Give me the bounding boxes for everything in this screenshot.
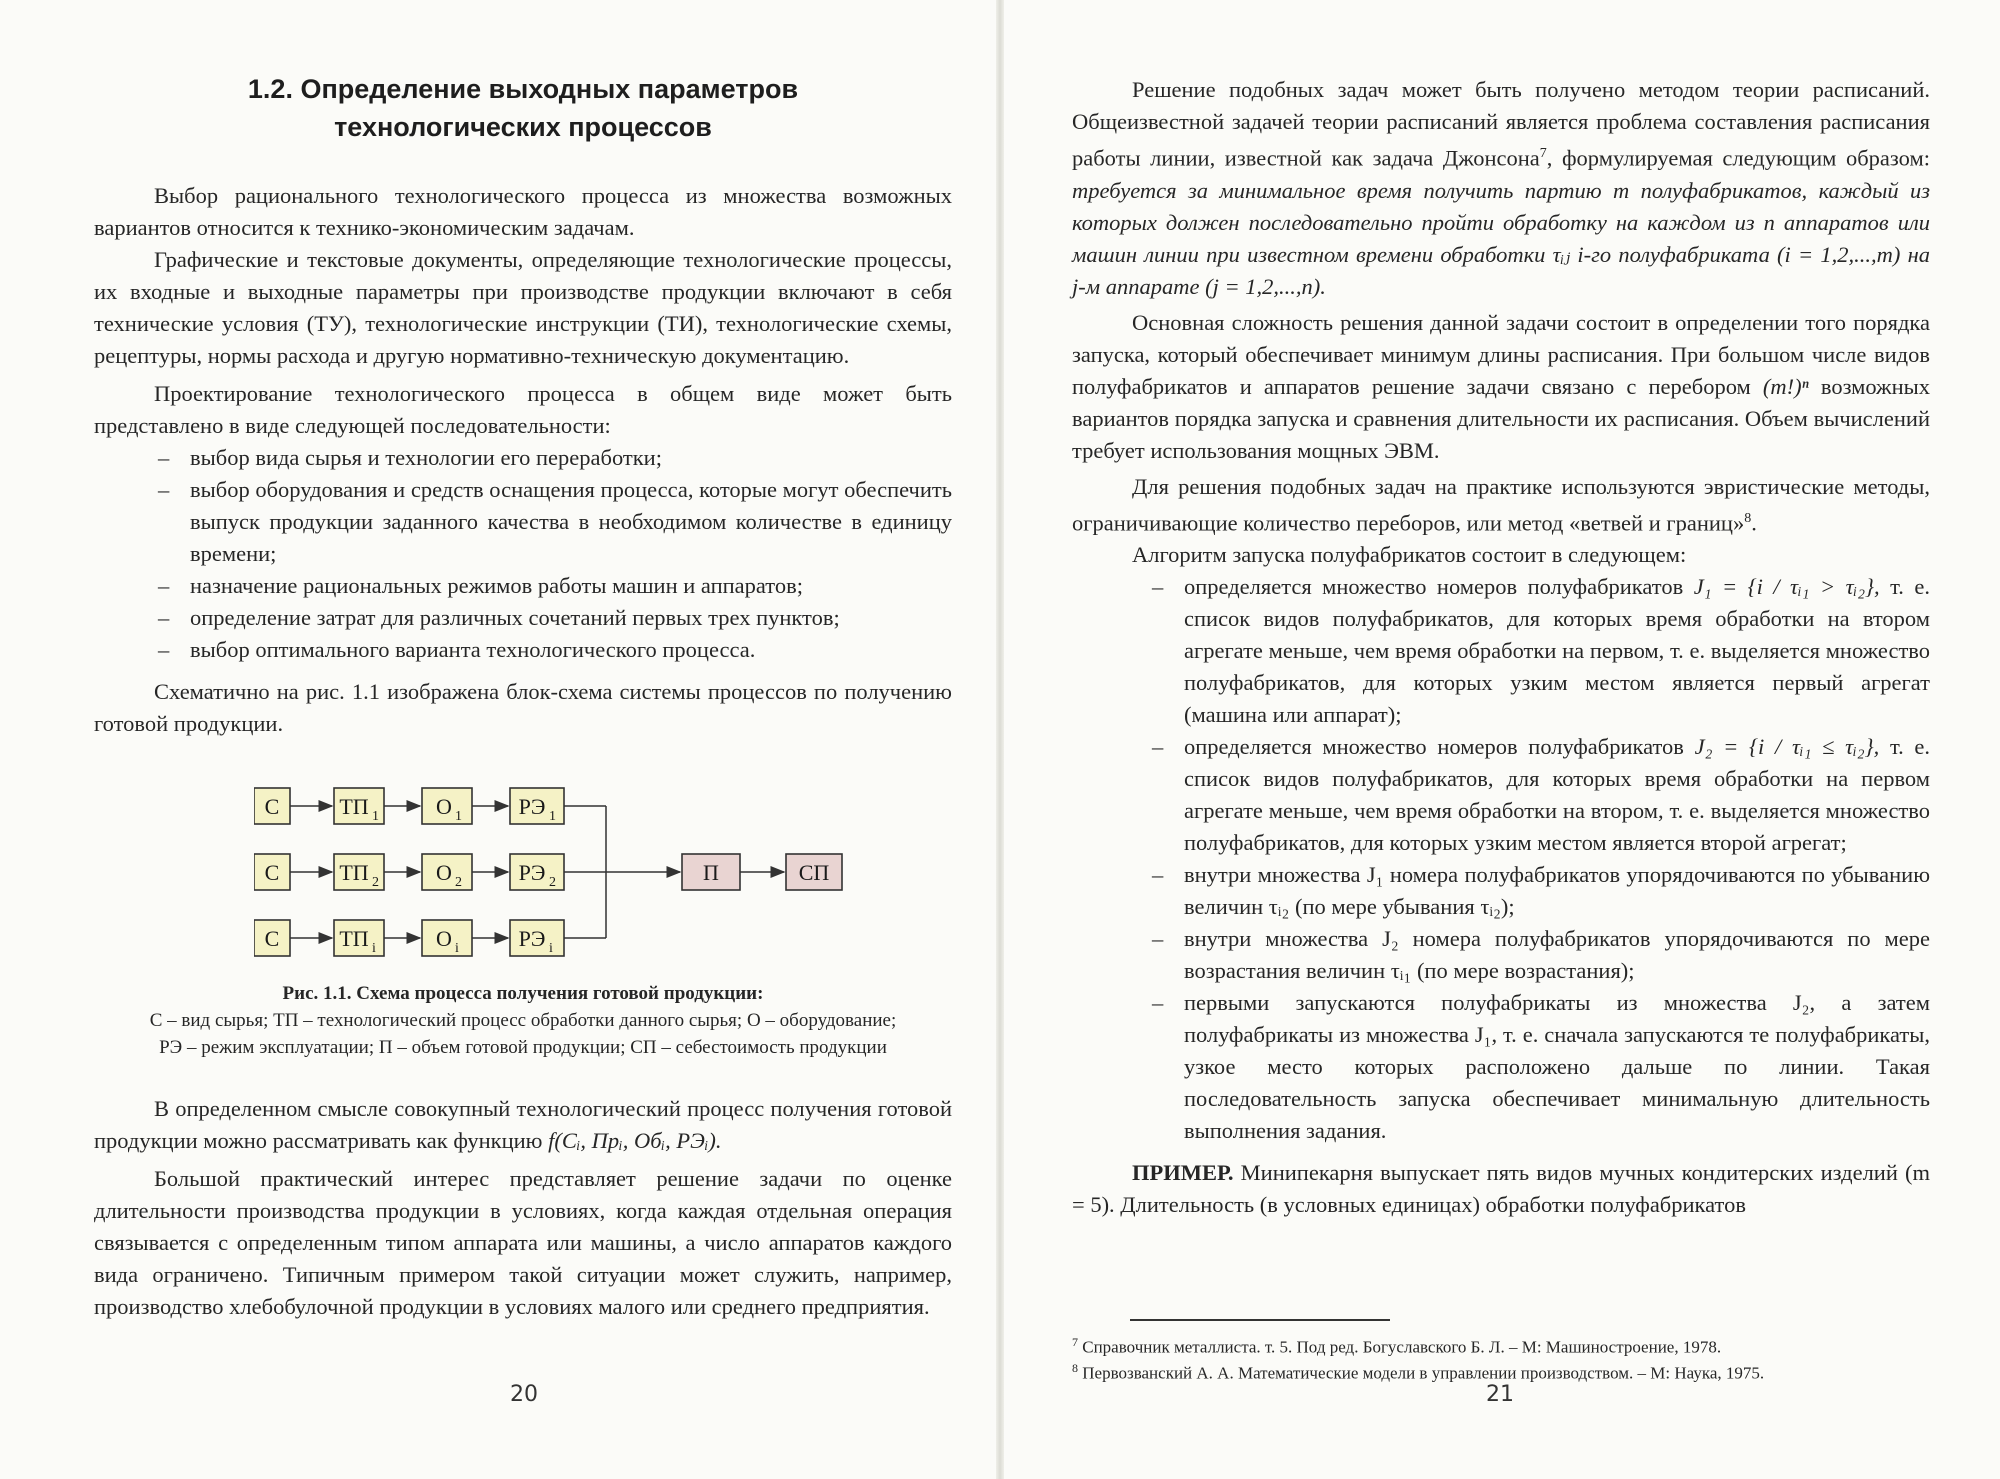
list-item: – назначение рациональных режимов работы машин и аппаратов; [94,570,952,602]
heuristics-text: Для решения подобных задач на практике используются эвристические методы, ограничивающие количество переборов, или метод «ветвей и границ» [1072,473,1930,535]
section-title [94,70,952,146]
re-label: РЭ [518,794,546,819]
o-label: О [436,860,452,885]
list-item: – определяется множество номеров полуфабрикатов J₂ = {i / τᵢ₁ ≤ τᵢ₂}, т. е. список видов полуфабрикатов, для которых время обработки на первом агрегате меньше, чем время обработки на втором, т. е. выделяется множество полуфабрикатов, для которых узким местом является второй агрегат; [1072,731,1930,859]
permutation-formula: (m!)ⁿ [1762,373,1809,399]
raw-label: С [264,860,280,885]
figure-caption [94,980,952,1061]
footnote-separator [1130,1319,1390,1321]
o-label: О [436,794,452,819]
paragraph-heuristics [1072,471,1930,540]
page-number-right: 21 [1486,1382,1514,1407]
sp-label: СП [798,860,830,885]
example-label: ПРИМЕР. [1132,1160,1234,1185]
o-subscript: 2 [455,875,462,890]
paragraph-complexity [1072,307,1930,467]
raw-label: С [264,926,280,951]
paragraph-5-text: В определенном смысле совокупный технологический процесс получения готовой продукции можно рассматривать как функцию [94,1096,952,1153]
johnson-text-2: , формулируемая следующим образом: [1546,145,1930,171]
tp-label: ТП [339,860,369,885]
re-label: РЭ [518,860,546,885]
list-item: – определение затрат для различных сочетаний первых трех пунктов; [94,602,952,634]
set-j2-formula: J₂ = {i / τᵢ₁ ≤ τᵢ₂}, [1694,734,1880,759]
paragraph-example [1072,1157,1930,1221]
footnote-7: $^7$ Справочник металлиста. т. 5. Под ред. Богуславского Б. Л. – М: Машиностроение, 1978. [1072,1335,1722,1357]
list-item: – определяется множество номеров полуфабрикатов J₁ = {i / τᵢ₁ > τᵢ₂}, т. е. список видов полуфабрикатов, для которых время обработки на втором агрегате меньше, чем время обработки на первом, т. е. выделяется множество полуфабрикатов, для которых узким местом является первый агрегат (машина или аппарат); [1072,571,1930,731]
tp-subscript: 2 [372,875,379,890]
paragraph-3: Проектирование технологического процесса в общем виде может быть представлено в виде следующей последовательности: [94,381,952,438]
paragraph-4: Схематично на рис. 1.1 изображена блок-схема системы процессов по получению готовой продукции. [94,679,952,736]
paragraph-2: Графические и текстовые документы, определяющие технологические процессы, их входные и выходные параметры при производстве продукции включают в себя технические условия (ТУ), технологические инструкции (ТИ), технологические схемы, рецептуры, нормы расхода и другую нормативно-техническую документацию. [94,247,952,368]
left-text-block-2 [94,1093,952,1323]
algorithm-steps-list [1072,571,1930,1147]
diagram-row-1 [254,788,606,824]
diagram-row-i [254,920,606,956]
paragraph-6: Большой практический интерес представляет решение задачи по оценке длительности производства продукции в условиях, когда каждая отдельная операция связывается с определенным типом аппарата или машины, а число аппаратов каждого вида ограничено. Типичным примером такой ситуации может служить, например, производство хлебобулочной продукции в условиях малого или среднего предприятия. [94,1166,952,1319]
function-formula: f(Cᵢ, Прᵢ, Обᵢ, РЭᵢ). [548,1128,722,1153]
tp-label: ТП [339,794,369,819]
page-number-left: 20 [510,1382,538,1407]
right-text-block-1 [1072,74,1930,1221]
list-item: – выбор вида сырья и технологии его переработки; [94,442,952,474]
re-subscript: 1 [549,809,556,824]
list-item: – выбор оборудования и средств оснащения процесса, которые могут обеспечить выпуск продукции заданного качества в необходимом количестве в единицу времени; [94,474,952,570]
tp-subscript: i [372,941,376,956]
footnote-ref-8: 8 [1744,510,1752,526]
list-item: – первыми запускаются полуфабрикаты из множества J₂, а затем полуфабрикаты из множества J₁, т. е. сначала запускаются те полуфабрикаты, узкое место которых расположено дальше по линии. Такая последовательность запуска обеспечивает минимальную длительность выполнения задания. [1072,987,1930,1147]
paragraph-algorithm: Алгоритм запуска полуфабрикатов состоит в следующем: [1132,542,1687,567]
title-line-2: технологических процессов [334,112,712,142]
list-item: – внутри множества J₂ номера полуфабрикатов упорядочиваются по мере возрастания величин τᵢ₁ (по мере возрастания); [1072,923,1930,987]
p-label: П [703,860,719,885]
paragraph-johnson [1072,74,1930,303]
o-label: О [436,926,452,951]
caption-line-2: РЭ – режим эксплуатации; П – объем готовой продукции; СП – себестоимость продукции [159,1037,887,1058]
o-subscript: 1 [455,809,462,824]
example-text: Минипекарня выпускает пять видов мучных кондитерских изделий (m = 5). Длительность (в условных единицах) обработки полуфабрикатов [1072,1160,1930,1217]
caption-title: Рис. 1.1. Схема процесса получения готовой продукции: [282,983,764,1004]
left-text-block-1 [94,180,952,740]
o-subscript: i [455,941,459,956]
complexity-text: Основная сложность решения данной задачи состоит в определении того порядка запуска, который обеспечивает минимум длины расписания. При большом числе видов полуфабрикатов и аппаратов решение задачи связано с перебором [1072,309,1930,399]
diagram-row-2 [254,854,564,890]
footnote-ref-7: 7 [1539,146,1547,161]
raw-label: С [264,794,280,819]
complexity-text-2: возможных вариантов порядка запуска и сравнения длительности их расписания. Объем вычислений требует использования мощных ЭВМ. [1072,373,1931,463]
re-subscript: 2 [549,875,556,890]
list-item: – выбор оптимального варианта технологического процесса. [94,634,952,666]
process-steps-list [94,442,952,666]
heuristics-end: . [1751,510,1757,535]
paragraph-5 [94,1093,952,1157]
process-block-diagram [254,778,894,968]
title-line-1: 1.2. Определение выходных параметров [247,74,799,104]
tp-label: ТП [339,926,369,951]
re-label: РЭ [518,926,546,951]
list-item: – внутри множества J₁ номера полуфабрикатов упорядочиваются по убыванию величин τᵢ₂ (по мере убывания τᵢ₂); [1072,859,1930,923]
paragraph-1: Выбор рационального технологического процесса из множества возможных вариантов относится к технико-экономическим задачам. [94,183,952,240]
johnson-problem-statement: требуется за минимальное время получить партию m полуфабрикатов, каждый из которых должен последовательно пройти обработку на каждом из n аппаратов или машин линии при известном времени обработки τᵢⱼ i-го полуфабриката (i = 1,2,...,m) на j-м аппарате (j = 1,2,...,n). [1072,177,1930,299]
johnson-text: Решение подобных задач может быть получено методом теории расписаний. Общеизвестной задачей теории расписаний является проблема составления расписания работы линии, известной как задача Джонсона [1072,77,1930,171]
re-subscript: i [549,941,553,956]
right-page [1000,0,2000,1479]
footnote-8: $^8$ Первозванский А. А. Математические модели в управлении производством. – М: Наука, 1975. [1072,1361,1765,1383]
caption-line-1: С – вид сырья; ТП – технологический процесс обработки данного сырья; О – оборудование; [149,1010,897,1031]
set-j1-formula: J₁ = {i / τᵢ₁ > τᵢ₂}, [1693,574,1880,599]
tp-subscript: 1 [372,809,379,824]
